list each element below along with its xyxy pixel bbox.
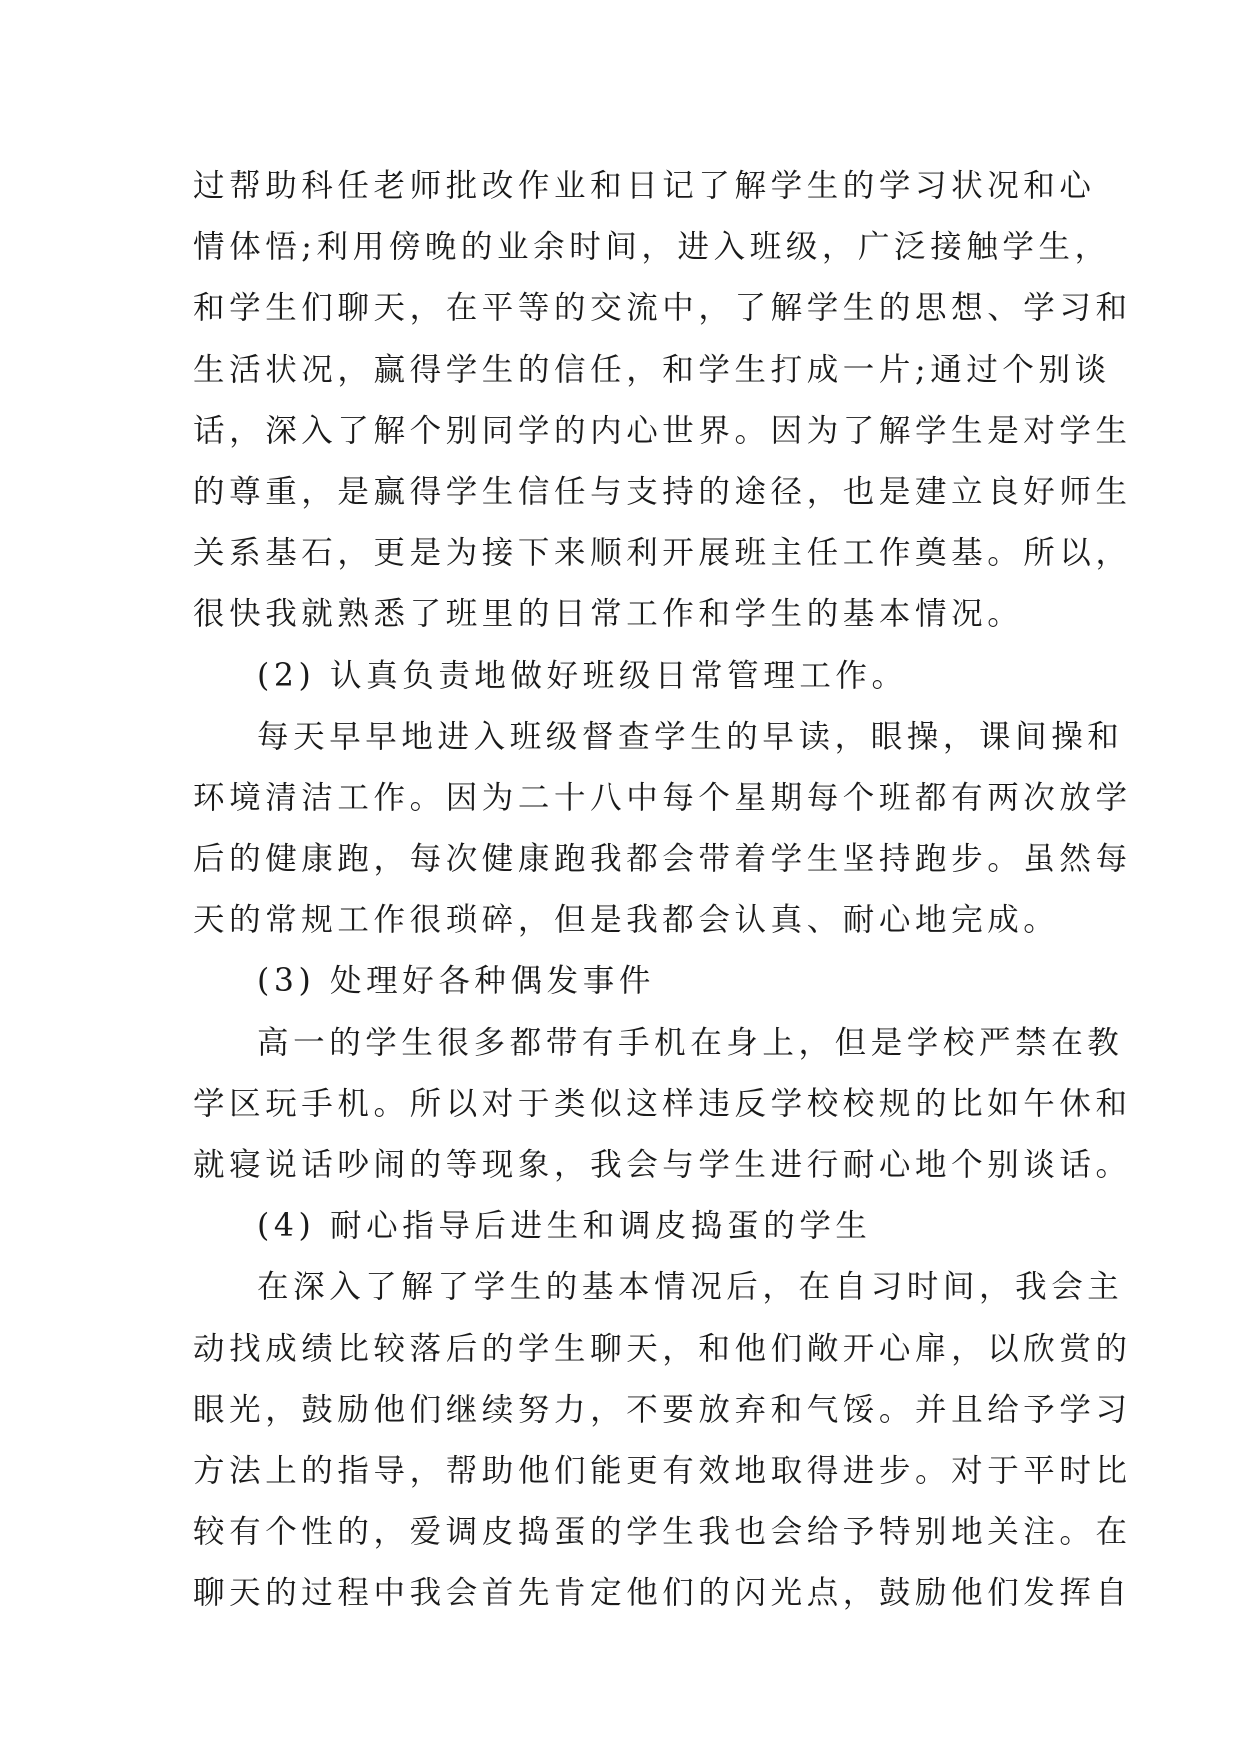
text-line: 情体悟;利用傍晚的业余时间，进入班级，广泛接触学生， <box>193 229 1111 266</box>
text-line: 聊天的过程中我会首先肯定他们的闪光点，鼓励他们发挥自 <box>193 1575 1132 1612</box>
text-line: 较有个性的，爱调皮捣蛋的学生我也会给予特别地关注。在 <box>193 1514 1132 1551</box>
text-line: 学区玩手机。所以对于类似这样违反学校校规的比如午休和 <box>193 1085 1132 1122</box>
text-line: 话，深入了解个别同学的内心世界。因为了解学生是对学生 <box>193 412 1132 449</box>
section-heading-3: (3) 处理好各种偶发事件 <box>257 963 655 1000</box>
text-line: 眼光，鼓励他们继续努力，不要放弃和气馁。并且给予学习 <box>193 1391 1132 1428</box>
text-line: 关系基石，更是为接下来顺利开展班主任工作奠基。所以， <box>193 535 1132 572</box>
section-heading-2: (2) 认真负责地做好班级日常管理工作。 <box>257 657 908 694</box>
paragraph-start: 在深入了解了学生的基本情况后，在自习时间，我会主 <box>257 1269 1124 1306</box>
section-heading-4: (4) 耐心指导后进生和调皮捣蛋的学生 <box>257 1208 872 1245</box>
text-line: 的尊重，是赢得学生信任与支持的途径，也是建立良好师生 <box>193 473 1132 510</box>
text-line: 天的常规工作很琐碎，但是我都会认真、耐心地完成。 <box>193 902 1060 939</box>
text-line: 就寝说话吵闹的等现象，我会与学生进行耐心地个别谈话。 <box>193 1147 1132 1183</box>
text-line: 环境清洁工作。因为二十八中每个星期每个班都有两次放学 <box>193 779 1132 816</box>
text-line: 后的健康跑，每次健康跑我都会带着学生坚持跑步。虽然每 <box>193 841 1132 878</box>
text-line: 方法上的指导，帮助他们能更有效地取得进步。对于平时比 <box>193 1452 1132 1489</box>
text-line: 和学生们聊天，在平等的交流中，了解学生的思想、学习和 <box>193 290 1132 327</box>
text-line: 过帮助科任老师批改作业和日记了解学生的学习状况和心 <box>193 168 1096 204</box>
paragraph-start: 每天早早地进入班级督查学生的早读，眼操，课间操和 <box>257 718 1124 755</box>
text-line: 生活状况，赢得学生的信任，和学生打成一片;通过个别谈 <box>193 351 1111 388</box>
text-line: 很快我就熟悉了班里的日常工作和学生的基本情况。 <box>193 596 1024 633</box>
body-text <box>193 156 1132 1625</box>
paragraph-start: 高一的学生很多都带有手机在身上，但是学校严禁在教 <box>257 1024 1124 1061</box>
text-line: 动找成绩比较落后的学生聊天，和他们敞开心扉，以欣赏的 <box>193 1330 1132 1367</box>
